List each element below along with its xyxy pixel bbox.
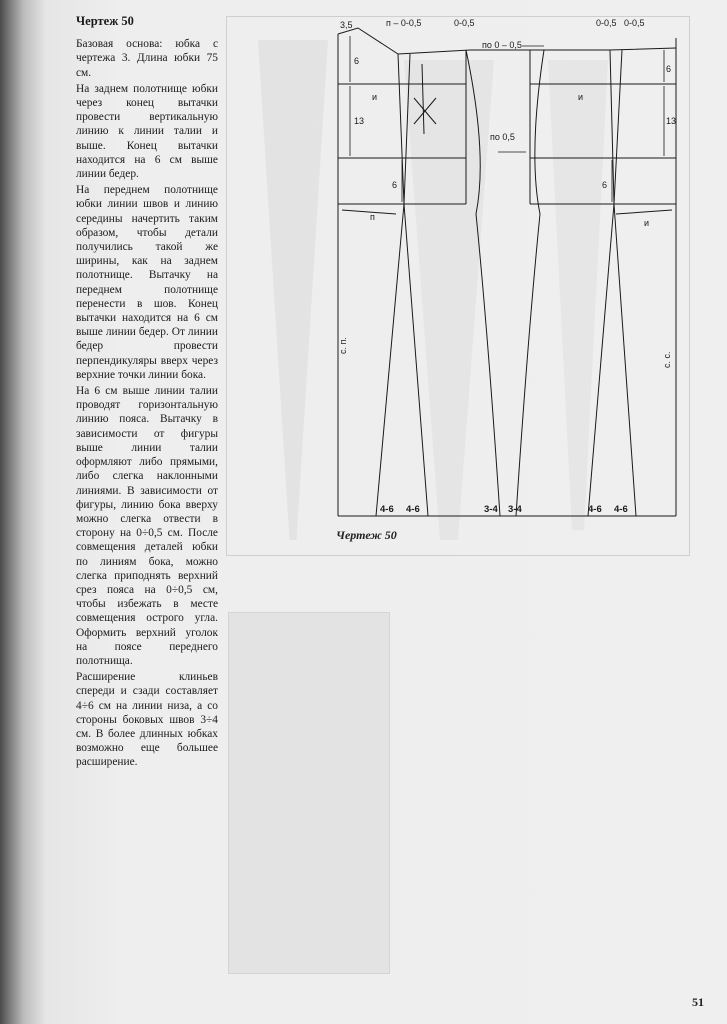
label-six-left: 6 — [354, 56, 360, 66]
paragraph-belt-line: На 6 см выше линии талии проводят горизонтальную линию пояса. Вытачку в зависимости от фигуры выше линии талии оформляют либо прямыми, либо слегка наклонными линиями. В зависимости от фигуры, линию бока вверху можно слегка отвести в сторону на 0÷0,5 см. После совмещения деталей юбки по линиям бока, можно слегка приподнять верхний срез пояса на 0÷0,5 см, чтобы избежать в месте совмещения острого угла. Оформить верхний уголок на поясе переднего полотнища. — [76, 385, 218, 667]
label-hem-4: 3-4 — [508, 504, 522, 515]
section-title: Чертеж 50 — [76, 14, 134, 28]
label-six-right: 6 — [666, 64, 672, 74]
label-top-left: 3,5 — [340, 20, 353, 30]
pattern-drawing — [226, 14, 692, 554]
paragraph-back-panel: На заднем полотнище юбки через конец вытачки провести вертикальную линию к линии талии и выше. Конец вытачки находится на 6 см выше линии бедер. — [76, 82, 218, 181]
label-p-bottom: п — [370, 212, 375, 222]
page-number: 51 — [692, 995, 704, 1009]
label-center-front: с. п. — [338, 337, 348, 354]
label-po-0-05: по 0 – 0,5 — [482, 40, 522, 50]
label-i-left: и — [372, 92, 378, 102]
label-i-right: и — [578, 92, 584, 102]
label-thirteen-left: 13 — [354, 116, 365, 126]
label-center-back: с. с. — [662, 351, 672, 368]
label-hem-6: 4-6 — [614, 504, 628, 515]
label-six-mid-left: 6 — [392, 180, 398, 190]
label-zero-05-b: 0-0,5 — [596, 18, 617, 28]
paragraph-front-panel: На переднем полотнище юбки линии швов и линию середины начертить таким образом, чтобы детали получились такой же ширины, как на заднем полотнище. Вытачку на переднем полотнище перенести в шов. Конец вытачки находится на 6 см выше линии бедер. От линии бедер провести перпендикуляры вверх через верхние точки линии бока. — [76, 184, 218, 381]
label-hem-1: 4-6 — [380, 504, 394, 515]
label-i-bottom-right: и — [644, 218, 650, 228]
label-thirteen-right: 13 — [666, 116, 677, 126]
label-zero-05-a: 0-0,5 — [454, 18, 475, 28]
label-po-05: по 0,5 — [490, 132, 515, 142]
paragraph-base: Базовая основа: юбка с чертежа 3. Длина юбки 75 см. — [76, 38, 218, 79]
label-hem-3: 3-4 — [484, 504, 498, 515]
label-p-top: п – 0-0,5 — [386, 18, 422, 28]
label-six-mid-right: 6 — [602, 180, 608, 190]
instruction-text-column — [76, 10, 218, 772]
label-hem-2: 4-6 — [406, 504, 420, 515]
bleed-through-panel — [228, 612, 390, 974]
label-zero-05-c: 0-0,5 — [624, 18, 645, 28]
drawing-caption: Чертеж 50 — [336, 528, 397, 542]
paragraph-flare: Расширение клиньев спереди и сзади составляет 4÷6 см на линии низа, а со стороны боковых швов 3÷4 см. В более длинных юбках возможно еще большее расширение. — [76, 671, 218, 769]
label-hem-5: 4-6 — [588, 504, 602, 515]
